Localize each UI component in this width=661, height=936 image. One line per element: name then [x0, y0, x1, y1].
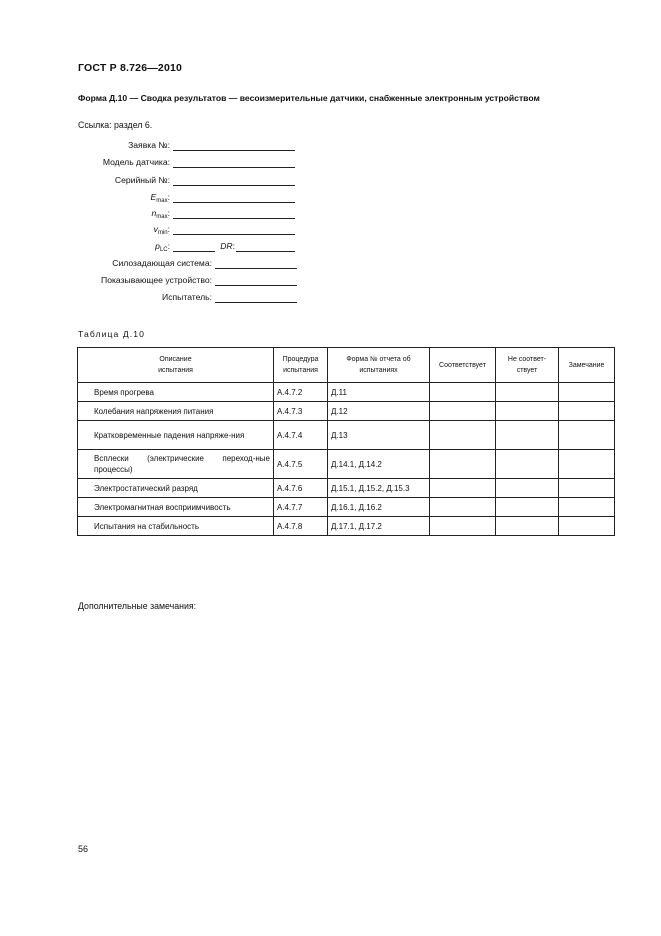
row-remark-cell[interactable]	[559, 450, 615, 479]
row-complies-cell[interactable]	[430, 498, 496, 517]
row-not-complies-cell[interactable]	[496, 517, 559, 536]
row-not-complies-cell[interactable]	[496, 383, 559, 402]
table-row	[78, 402, 615, 421]
row-form: Д.15.1, Д.15.2, Д.15.3	[328, 479, 430, 498]
row-form: Д.13	[328, 421, 430, 450]
col-description-header: Описание испытания	[78, 348, 274, 383]
row-form: Д.14.1, Д.14.2	[328, 450, 430, 479]
row-form: Д.12	[328, 402, 430, 421]
row-procedure: А.4.7.5	[274, 450, 328, 479]
row-not-complies-cell[interactable]	[496, 479, 559, 498]
tester-field[interactable]	[215, 302, 297, 303]
col-not-complies-header: Не соответ- ствует	[496, 348, 559, 383]
row-remark-cell[interactable]	[559, 421, 615, 450]
serial-field[interactable]	[173, 185, 295, 186]
document-standard-number: ГОСТ Р 8.726—2010	[78, 62, 183, 74]
row-procedure: А.4.7.7	[274, 498, 328, 517]
nmax-field[interactable]	[173, 218, 295, 219]
row-form: Д.11	[328, 383, 430, 402]
nmax-label: $n_{max}$:	[151, 208, 170, 220]
model-label: Модель датчика:	[102, 157, 170, 167]
row-form: Д.16.1, Д.16.2	[328, 498, 430, 517]
vmin-field[interactable]	[173, 234, 295, 235]
col-form-header: Форма № отчета об испытаниях	[328, 348, 430, 383]
row-complies-cell[interactable]	[430, 402, 496, 421]
serial-label: Серийный №:	[114, 175, 170, 185]
row-procedure: А.4.7.3	[274, 402, 328, 421]
row-description: Всплески (электрические переход-ные процессы)	[78, 450, 274, 479]
page-number: 56	[78, 844, 89, 854]
section-reference: Ссылка: раздел 6.	[78, 120, 153, 130]
row-procedure: А.4.7.8	[274, 517, 328, 536]
dr-field[interactable]	[236, 251, 295, 252]
row-not-complies-cell[interactable]	[496, 450, 559, 479]
plc-field[interactable]	[173, 251, 215, 252]
table-row	[78, 498, 615, 517]
row-remark-cell[interactable]	[559, 517, 615, 536]
table-caption: Таблица Д.10	[78, 329, 146, 339]
row-description: Электростатический разряд	[78, 479, 274, 498]
table-row	[78, 479, 615, 498]
plc-label: $p_{LC}$:	[155, 241, 170, 253]
form-title: Форма Д.10 — Сводка результатов — весоизмерительные датчики, снабженные электронным устройством	[78, 93, 540, 103]
table-header-row	[78, 348, 615, 383]
indicator-label: Показывающее устройство:	[101, 275, 212, 285]
row-description: Испытания на стабильность	[78, 517, 274, 536]
tester-label: Испытатель:	[162, 292, 212, 302]
table-row	[78, 517, 615, 536]
row-complies-cell[interactable]	[430, 479, 496, 498]
row-remark-cell[interactable]	[559, 498, 615, 517]
emax-field[interactable]	[173, 202, 295, 203]
row-complies-cell[interactable]	[430, 517, 496, 536]
row-remark-cell[interactable]	[559, 479, 615, 498]
table-row	[78, 450, 615, 479]
results-table	[77, 347, 615, 536]
row-not-complies-cell[interactable]	[496, 498, 559, 517]
row-description: Время прогрева	[78, 383, 274, 402]
additional-notes-label: Дополнительные замечания:	[78, 601, 197, 611]
indicator-field[interactable]	[215, 285, 297, 286]
row-procedure: А.4.7.6	[274, 479, 328, 498]
row-complies-cell[interactable]	[430, 383, 496, 402]
vmin-label: $v_{min}$:	[153, 224, 170, 236]
application-field[interactable]	[173, 150, 295, 151]
model-field[interactable]	[173, 167, 295, 168]
row-form: Д.17.1, Д.17.2	[328, 517, 430, 536]
dr-label: DR:	[220, 241, 235, 251]
row-procedure: А.4.7.4	[274, 421, 328, 450]
row-not-complies-cell[interactable]	[496, 421, 559, 450]
col-remark-header: Замечание	[559, 348, 615, 383]
row-description: Кратковременные падения напряже-ния	[78, 421, 274, 450]
row-description: Электромагнитная восприимчивость	[78, 498, 274, 517]
row-description: Колебания напряжения питания	[78, 402, 274, 421]
row-procedure: А.4.7.2	[274, 383, 328, 402]
row-remark-cell[interactable]	[559, 402, 615, 421]
row-remark-cell[interactable]	[559, 383, 615, 402]
table-row	[78, 383, 615, 402]
col-complies-header: Соответствует	[430, 348, 496, 383]
row-complies-cell[interactable]	[430, 421, 496, 450]
row-not-complies-cell[interactable]	[496, 402, 559, 421]
application-label: Заявка №:	[128, 140, 170, 150]
row-complies-cell[interactable]	[430, 450, 496, 479]
emax-label: $E_{max}$:	[150, 192, 170, 204]
force-system-field[interactable]	[215, 268, 297, 269]
table-row	[78, 421, 615, 450]
force-system-label: Силозадающая система:	[112, 258, 212, 268]
col-procedure-header: Процедура испытания	[274, 348, 328, 383]
